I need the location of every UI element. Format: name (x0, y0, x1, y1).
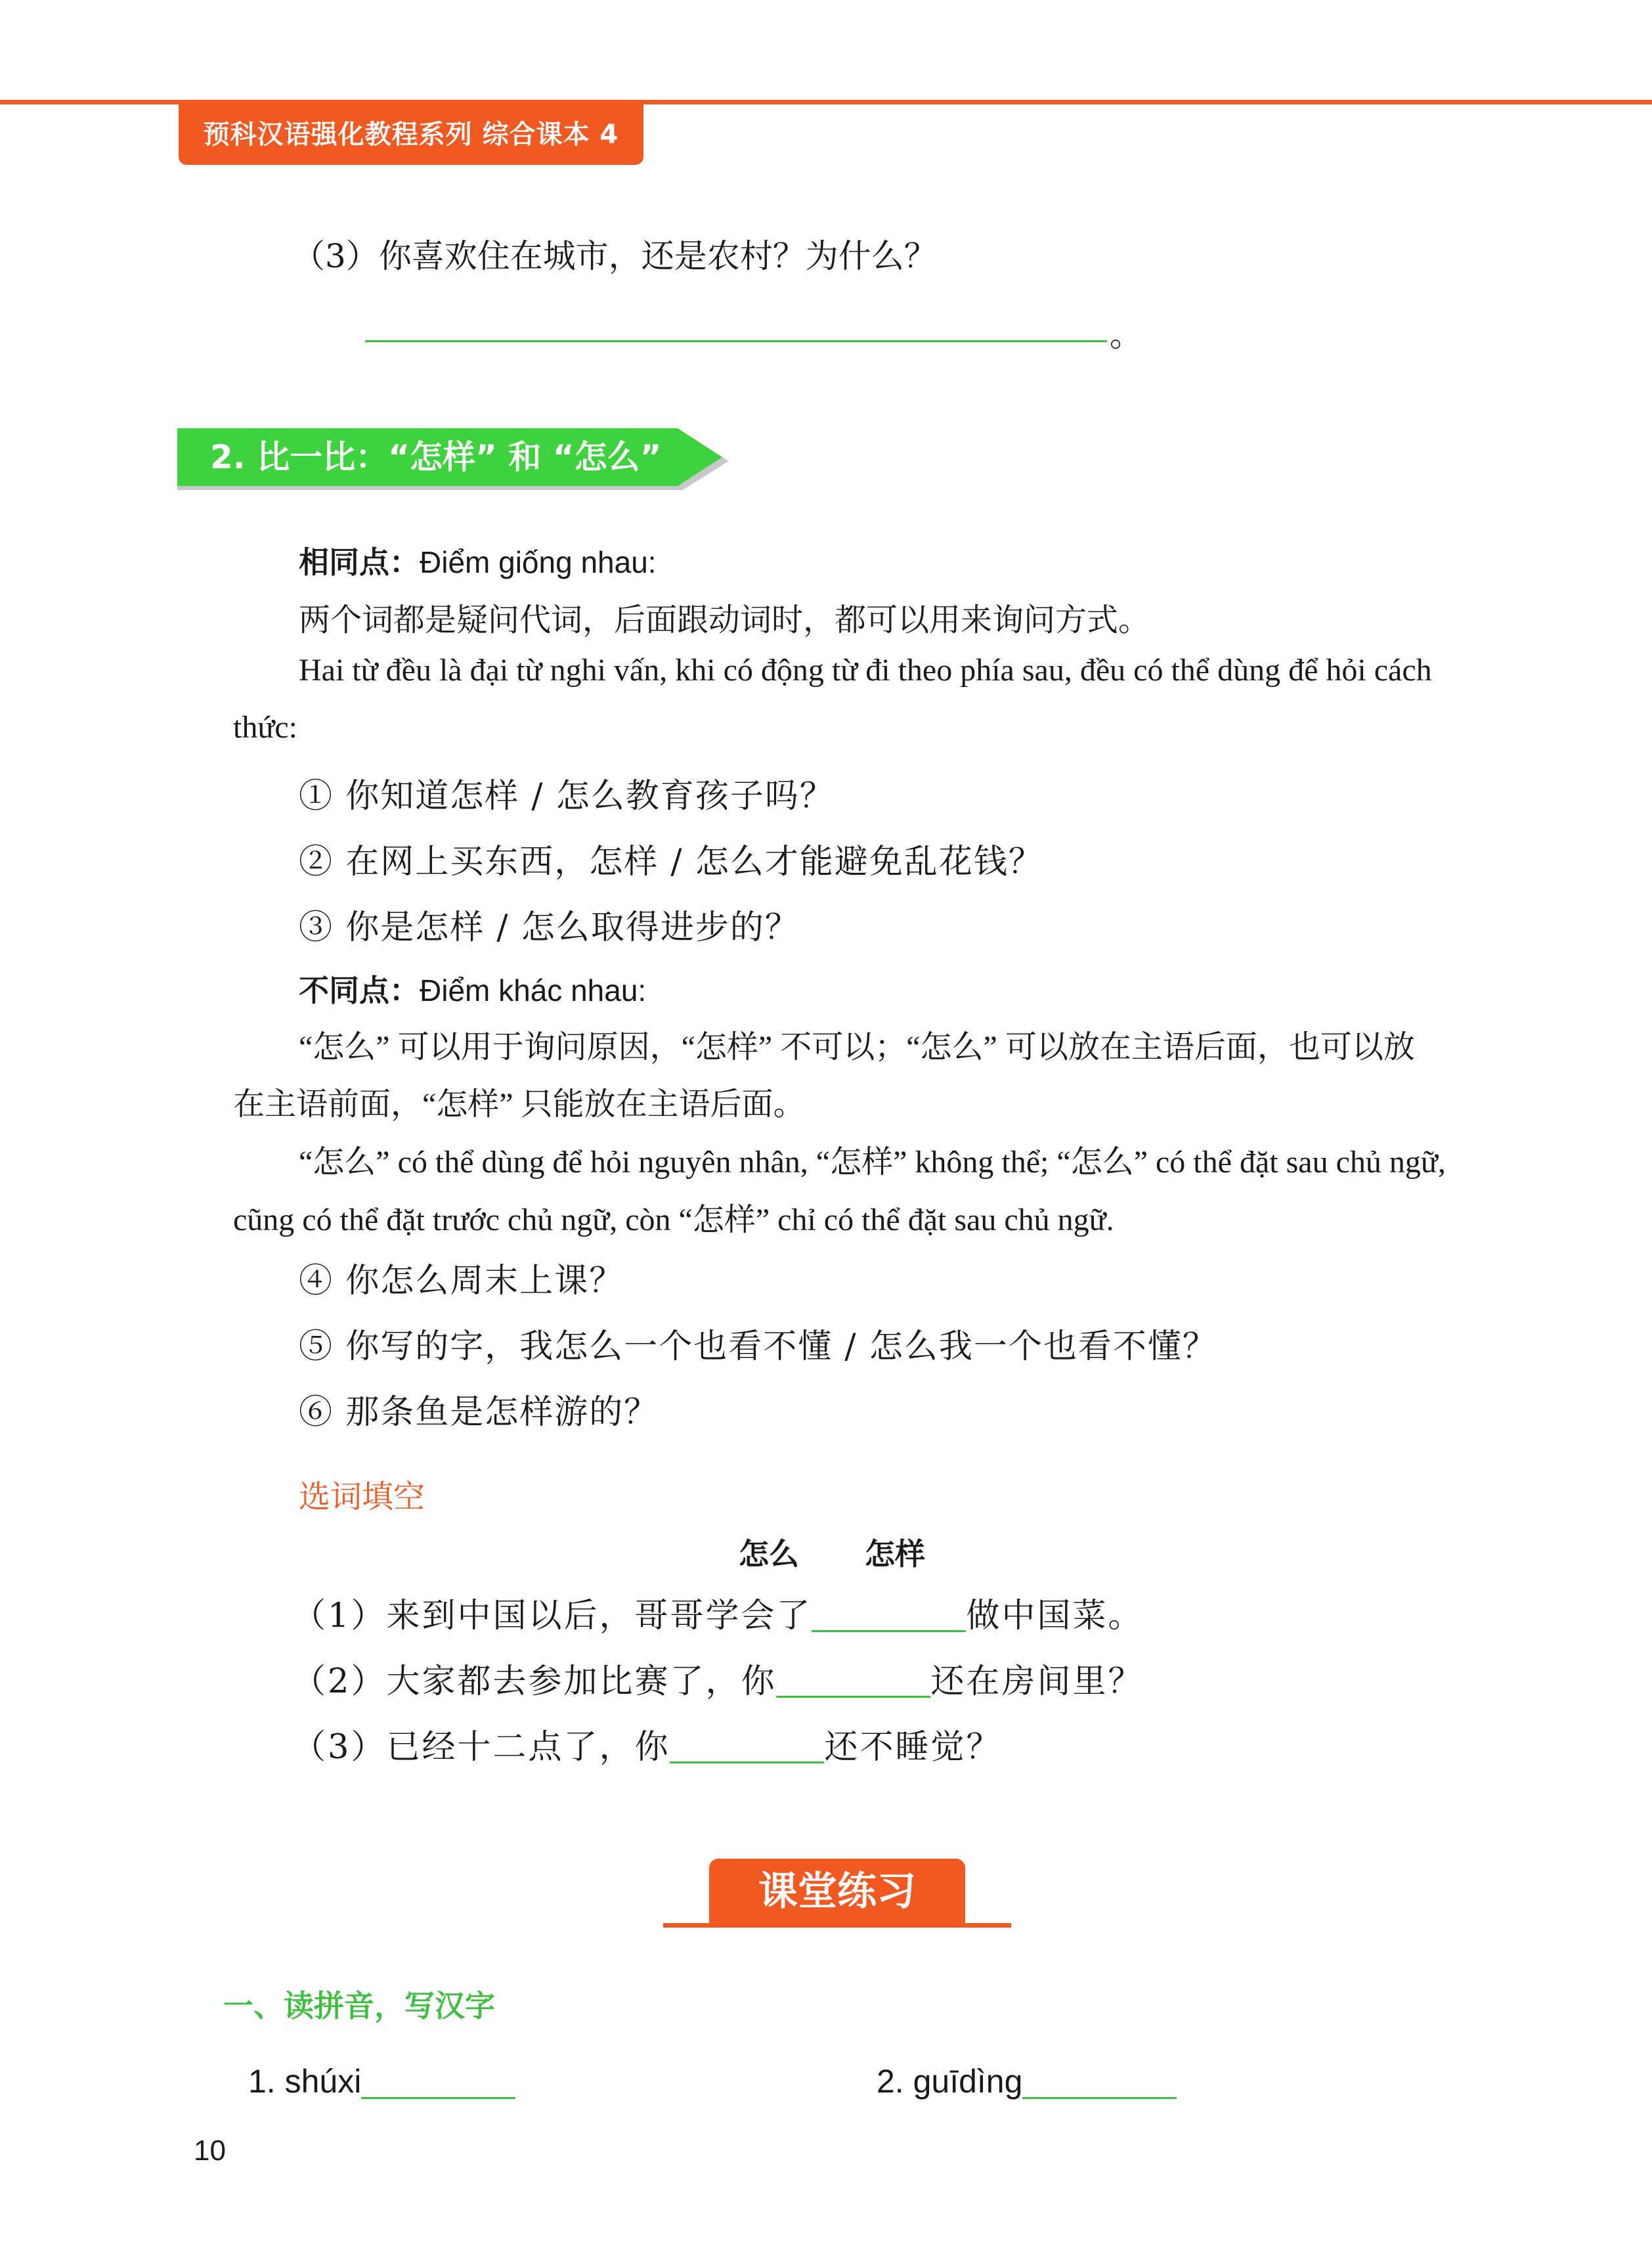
fill-item-2 (292, 1654, 1143, 1702)
exercise-title-rule (663, 1923, 1011, 1928)
diff-vi-line1: “怎么” có thể dùng để hỏi nguyên nhân, “怎样” không thể; “怎么” có thể đặt sau chủ ngữ, (299, 1145, 1446, 1180)
answer-line[interactable] (361, 2064, 515, 2099)
diff-label-vi: Điểm khác nhau: (420, 973, 647, 1007)
fill-item-2-before: （2）大家都去参加比赛了，你 (292, 1662, 777, 1701)
blank-line[interactable] (670, 1729, 824, 1763)
same-label-vi: Điểm giống nhau: (420, 545, 657, 579)
answer-line[interactable] (365, 340, 1107, 342)
pinyin-item-2-label: 2. guīdìng (877, 2063, 1023, 2100)
answer-line[interactable] (1022, 2064, 1177, 2099)
fill-item-1 (292, 1588, 1143, 1637)
question-3-text: （3）你喜欢住在城市，还是农村？为什么？ (292, 237, 937, 275)
example-2: ② 在网上买东西，怎样 / 怎么才能避免乱花钱？ (299, 843, 1043, 881)
diff-zh-line1: “怎么” 可以用于询问原因，“怎样” 不可以；“怎么” 可以放在主语后面，也可以放 (299, 1030, 1415, 1065)
example-5: ⑤ 你写的字，我怎么一个也看不懂 / 怎么我一个也看不懂？ (299, 1327, 1217, 1366)
diff-vi-line2: cũng có thể đặt trước chủ ngữ, còn “怎样” chỉ có thể đặt sau chủ ngữ. (233, 1203, 1114, 1237)
blank-line[interactable] (812, 1597, 966, 1632)
fill-blank-title: 选词填空 (299, 1478, 425, 1515)
answer-end-mark: 。 (1110, 316, 1142, 354)
diff-label: 不同点： (299, 973, 420, 1008)
blank-line[interactable] (776, 1663, 930, 1698)
word-bank-item: 怎么 (739, 1536, 799, 1572)
pinyin-item-2 (877, 2062, 1177, 2100)
example-3: ③ 你是怎样 / 怎么取得进步的？ (299, 908, 800, 947)
same-heading (299, 539, 657, 582)
example-6: ⑥ 那条鱼是怎样游的？ (299, 1393, 659, 1432)
fill-item-3 (292, 1719, 1001, 1768)
same-vi-line2: thức: (233, 710, 297, 745)
pinyin-item-1-label: 1. shúxi (248, 2063, 362, 2100)
header-rule (0, 100, 1652, 104)
same-zh: 两个词都是疑问代词，后面跟动词时，都可以用来询问方式。 (299, 603, 1150, 638)
fill-item-3-before: （3）已经十二点了，你 (292, 1728, 670, 1767)
fill-item-3-after: 还不睡觉？ (824, 1728, 1002, 1767)
fill-item-1-before: （1）来到中国以后，哥哥学会了 (292, 1597, 812, 1635)
word-bank-item: 怎样 (865, 1536, 925, 1572)
diff-heading (299, 967, 646, 1010)
page-number: 10 (194, 2135, 226, 2167)
exercise-title: 课堂练习 (709, 1859, 965, 1924)
example-4: ④ 你怎么周末上课？ (299, 1262, 624, 1300)
same-vi-line1: Hai từ đều là đại từ nghi vấn, khi có động từ đi theo phía sau, đều có thể dùng để hỏi cách (299, 653, 1432, 688)
section-2-title: 2. 比一比：“怎样” 和 “怎么” (210, 438, 662, 476)
example-1: ① 你知道怎样 / 怎么教育孩子吗？ (299, 777, 835, 816)
fill-item-1-after: 做中国菜。 (966, 1597, 1144, 1635)
pinyin-item-1 (248, 2062, 515, 2100)
series-title: 预科汉语强化教程系列 综合课本 4 (179, 104, 643, 165)
part-1-title: 一、读拼音，写汉字 (223, 1988, 495, 2024)
section-2-banner (177, 428, 729, 494)
word-bank (739, 1530, 925, 1574)
fill-item-2-after: 还在房间里？ (930, 1662, 1144, 1701)
diff-zh-line2: 在主语前面，“怎样” 只能放在主语后面。 (233, 1087, 805, 1122)
same-label: 相同点： (299, 544, 420, 580)
